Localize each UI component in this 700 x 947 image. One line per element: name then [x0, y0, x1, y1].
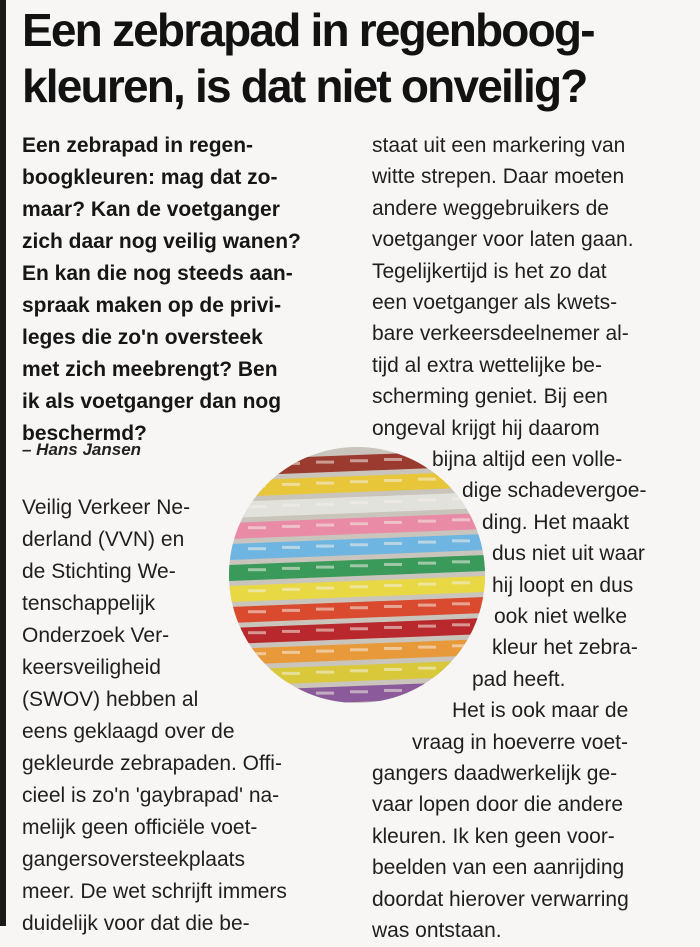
crosswalk-dash — [248, 589, 266, 592]
crosswalk-dash — [248, 505, 266, 508]
answer-line: ongeval krijgt hij daarom — [372, 416, 600, 440]
crosswalk-dash — [384, 584, 402, 587]
answer-line: gangers daadwerkelijk ge- — [372, 762, 618, 785]
answer-line: scherming geniet. Bij een — [372, 385, 608, 409]
answer-line: doordat hierover verwarring — [372, 887, 629, 911]
crosswalk-dash — [452, 602, 470, 605]
answer-line: pad heeft. — [472, 667, 566, 691]
answer-line: staat uit een markering van — [372, 134, 626, 157]
answer-line: eens geklaagd over de — [22, 720, 235, 743]
answer-line: Tegelijkertijd is het zo dat — [372, 259, 607, 283]
answer-line: ook niet welke — [494, 605, 628, 628]
crosswalk-dash — [316, 671, 334, 674]
crosswalk-dash — [248, 652, 266, 655]
answer-line: beelden van een aanrijding — [372, 856, 625, 880]
crosswalk-dash — [248, 526, 266, 529]
crosswalk-dash — [316, 608, 334, 611]
crosswalk-dash — [418, 520, 436, 523]
crosswalk-dash — [384, 668, 402, 671]
crosswalk-dash — [350, 564, 368, 567]
question-line: En kan die nog steeds aan- — [22, 262, 293, 285]
crosswalk-dash — [350, 669, 368, 672]
answer-line: ding. Het maakt — [482, 510, 630, 534]
crosswalk-dash — [418, 478, 436, 481]
question-line: maar? Kan de voetganger — [22, 198, 280, 221]
crosswalk-dash — [350, 606, 368, 609]
crosswalk-dash — [452, 497, 470, 500]
question-signature: – Hans Jansen — [22, 440, 142, 459]
crosswalk-dash — [452, 560, 470, 563]
crosswalk-dash — [384, 605, 402, 608]
answer-line: melijk geen officiële voet- — [22, 816, 258, 839]
answer-line: was ontstaan. — [372, 919, 502, 942]
crosswalk-dash — [452, 518, 470, 521]
answer-line: kleur het zebra- — [492, 636, 638, 660]
answer-line: dus niet uit waar — [492, 542, 645, 566]
crosswalk-dash — [350, 585, 368, 588]
crosswalk-dash — [282, 651, 300, 654]
crosswalk-dash — [248, 484, 266, 487]
crosswalk-dash — [282, 504, 300, 507]
question-line: leges die zo'n oversteek — [22, 326, 263, 349]
answer-line: bare verkeersdeelnemer al- — [372, 322, 629, 346]
page-edge-rule — [0, 0, 6, 926]
crosswalk-dash — [384, 626, 402, 629]
answer-line: vraag in hoeverre voet- — [412, 730, 628, 754]
crosswalk-dash — [384, 521, 402, 524]
answer-line: gangersoversteekplaats — [22, 848, 245, 871]
crosswalk-dash — [316, 461, 334, 464]
crosswalk-dash — [452, 644, 470, 647]
crosswalk-dash — [316, 482, 334, 485]
headline-line-1: Een zebrapad in regenboog- — [22, 4, 594, 56]
answer-line: Het is ook maar de — [452, 699, 629, 723]
crosswalk-dash — [282, 630, 300, 633]
answer-line: bijna altijd een volle- — [432, 448, 623, 471]
crosswalk-dash — [384, 542, 402, 545]
crosswalk-dash — [282, 672, 300, 675]
crosswalk-dash — [248, 610, 266, 613]
question-line: ik als voetganger dan nog — [22, 390, 282, 413]
crosswalk-dash — [316, 692, 334, 695]
crosswalk-dash — [282, 462, 300, 465]
question-line: boogkleuren: mag dat zo- — [22, 166, 278, 189]
answer-line: de Stichting We- — [22, 560, 176, 583]
crosswalk-dash — [248, 631, 266, 634]
crosswalk-dash — [248, 673, 266, 676]
crosswalk-dash — [418, 457, 436, 460]
question-line: zich daar nog veilig wanen? — [22, 230, 301, 253]
answer-line: derland (VVN) en — [22, 528, 185, 551]
crosswalk-dash — [248, 463, 266, 466]
crosswalk-dash — [418, 541, 436, 544]
answer-line: vaar lopen door die andere — [372, 793, 624, 817]
answer-line: andere weggebruikers de — [372, 196, 609, 220]
answer-line: Veilig Verkeer Ne- — [22, 496, 191, 519]
crosswalk-dash — [418, 625, 436, 628]
crosswalk-dash — [316, 503, 334, 506]
crosswalk-dash — [282, 525, 300, 528]
crosswalk-dash — [282, 588, 300, 591]
answer-line: meer. De wet schrijft immers — [22, 880, 287, 903]
rainbow-crosswalk-photo-icon — [228, 446, 486, 704]
crosswalk-dash — [282, 609, 300, 612]
crosswalk-dash — [452, 539, 470, 542]
crosswalk-dash — [248, 694, 266, 697]
answer-line: voetganger voor laten gaan. — [372, 228, 634, 252]
crosswalk-dash — [384, 479, 402, 482]
article-headline — [22, 2, 692, 114]
answer-line: een voetganger als kwets- — [372, 291, 618, 314]
crosswalk-dash — [316, 566, 334, 569]
question-line: spraak maken op de privi- — [22, 294, 282, 317]
crosswalk-dash — [316, 545, 334, 548]
crosswalk-dash — [418, 604, 436, 607]
crosswalk-dash — [350, 627, 368, 630]
crosswalk-dash — [452, 665, 470, 668]
crosswalk-dash — [418, 583, 436, 586]
answer-line: dige schadevergoe- — [462, 479, 647, 503]
crosswalk-dash — [350, 480, 368, 483]
crosswalk-dash — [452, 686, 470, 689]
crosswalk-dash — [384, 500, 402, 503]
answer-line: cieel is zo'n 'gaybrapad' na- — [22, 784, 280, 807]
crosswalk-dash — [452, 476, 470, 479]
crosswalk-dash — [350, 522, 368, 525]
crosswalk-dash — [452, 623, 470, 626]
crosswalk-dash — [418, 646, 436, 649]
crosswalk-dash — [282, 693, 300, 696]
crosswalk-dash — [350, 459, 368, 462]
answer-line: hij loopt en dus — [492, 573, 634, 597]
crosswalk-dash — [350, 543, 368, 546]
crosswalk-dash — [350, 501, 368, 504]
crosswalk-dash — [418, 562, 436, 565]
crosswalk-dash — [282, 567, 300, 570]
answer-line: kleuren. Ik ken geen voor- — [372, 824, 615, 848]
crosswalk-dash — [384, 647, 402, 650]
crosswalk-dash — [384, 689, 402, 692]
crosswalk-dash — [316, 587, 334, 590]
answer-line: tenschappelijk — [22, 592, 156, 615]
question-line: met zich meebrengt? Ben — [22, 358, 278, 381]
crosswalk-dash — [248, 547, 266, 550]
question-line: Een zebrapad in regen- — [22, 134, 254, 157]
crosswalk-dash — [316, 524, 334, 527]
question-line: beschermd? — [22, 422, 147, 445]
crosswalk-stripes — [228, 446, 486, 704]
answer-line: witte strepen. Daar moeten — [372, 165, 625, 189]
answer-line: gekleurde zebrapaden. Offi- — [22, 752, 282, 775]
crosswalk-dash — [452, 455, 470, 458]
crosswalk-dash — [418, 667, 436, 670]
answer-line: keersveiligheid — [22, 656, 161, 679]
crosswalk-dash — [418, 499, 436, 502]
crosswalk-dash — [248, 568, 266, 571]
crosswalk-dash — [350, 690, 368, 693]
crosswalk-dash — [350, 648, 368, 651]
headline-line-2: kleuren, is dat niet onveilig? — [22, 60, 587, 112]
crosswalk-dash — [316, 629, 334, 632]
crosswalk-dash — [282, 546, 300, 549]
crosswalk-dash — [384, 458, 402, 461]
answer-line: Onderzoek Ver- — [22, 624, 170, 647]
crosswalk-dash — [452, 581, 470, 584]
crosswalk-dash — [384, 563, 402, 566]
answer-line: (SWOV) hebben al — [22, 688, 199, 711]
crosswalk-dash — [418, 688, 436, 691]
crosswalk-dash — [316, 650, 334, 653]
crosswalk-dash — [282, 483, 300, 486]
answer-line: tijd al extra wettelijke be- — [372, 353, 602, 377]
answer-line: duidelijk voor dat die be- — [22, 912, 250, 935]
